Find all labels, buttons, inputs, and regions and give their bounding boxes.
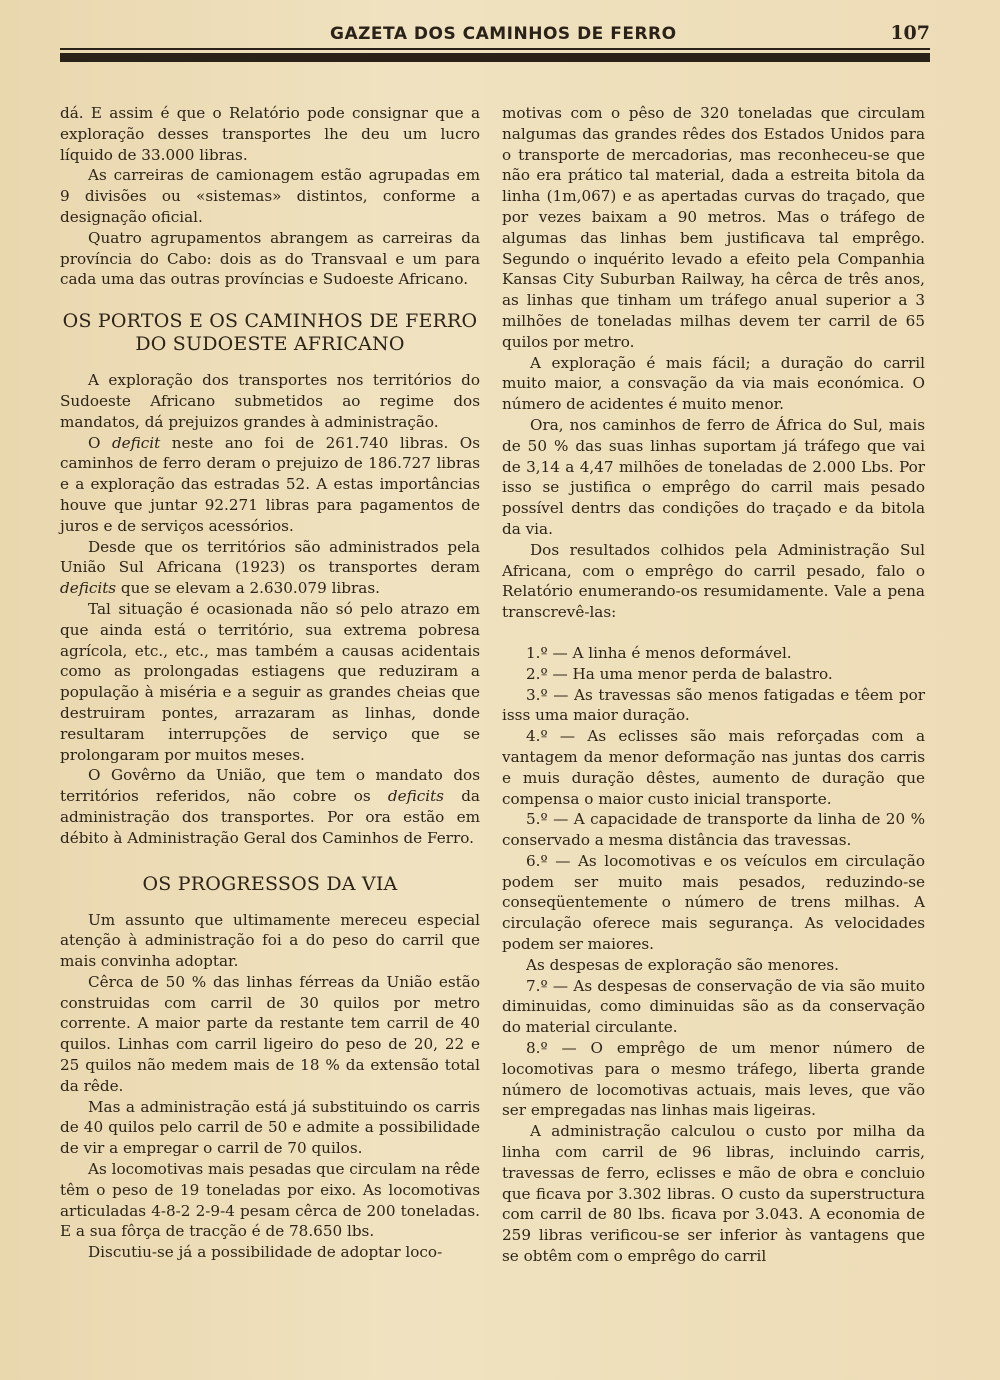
header-rule-thick: [60, 53, 930, 62]
page-number: 107: [890, 22, 930, 44]
emphasis: deficit: [111, 433, 161, 452]
text-run: Desde que os territórios são administrados pela União Sul Africana (1923) os transportes deram: [60, 537, 480, 577]
paragraph: Quatro agrupamentos abrangem as carreiras da província do Cabo: dois as do Transvaal e um para cada uma das outras províncias e Sudoeste Africano.: [60, 228, 480, 289]
header-rule-thin: [60, 48, 930, 50]
text-run: O Govêrno da União, que tem o mandato dos territórios referidos, não cobre os: [60, 766, 480, 806]
paragraph: As carreiras de camionagem estão agrupadas em 9 divisões ou «sistemas» distintos, conforme a designação oficial.: [60, 166, 480, 226]
paragraph: Dos resultados colhidos pela Administração Sul Africana, com o emprêgo do carril pesado, falo o Relatório enumerando-os resumidamente. Vale a pena transcrevê-las:: [502, 540, 925, 622]
text-run: que se elevam a 2.630.079 libras.: [116, 579, 380, 598]
list-item: 1.º — A linha é menos deformável.: [526, 643, 792, 662]
text-run: neste ano foi de 261.740 libras. Os caminhos de ferro deram o prejuizo de 186.727 libras e a exploração das estradas 52. A estas importâncias houve que juntar 92.271 libras para pagamentos de juros e de serviços acessórios.: [60, 433, 480, 535]
paragraph: [60, 433, 480, 537]
emphasis: deficits: [387, 787, 444, 806]
journal-title: GAZETA DOS CAMINHOS DE FERRO: [330, 24, 677, 44]
paragraph: A exploração dos transportes nos territórios do Sudoeste Africano submetidos ao regime dos mandatos, dá prejuizos grandes à administração.: [60, 371, 480, 431]
left-column: [60, 103, 480, 1263]
paragraph: [60, 765, 480, 848]
list-item: 8.º — O emprêgo de um menor número de locomotivas para o mesmo tráfego, liberta grande número de locomotivas actuais, mais leves, que vão ser empregadas nas linhas mais ligeiras.: [502, 1039, 925, 1120]
list-item: 6.º — As locomotivas e os veículos em circulação podem ser muito mais pesados, reduzindo-se conseqüentemente o número de trens milhas. A circulação oferece mais segurança. As velocidades podem ser maiores.: [502, 851, 925, 954]
list-item: 3.º — As travessas são menos fatigadas e têem por isss uma maior duração.: [502, 685, 925, 725]
list-item: 5.º — A capacidade de transporte da linha de 20 % conservado a mesma distância das travessas.: [502, 810, 925, 850]
list-item: 2.º — Ha uma menor perda de balastro.: [526, 664, 833, 683]
text-run: O: [88, 433, 112, 452]
paragraph: Discutiu-se já a possibilidade de adoptar loco-: [88, 1243, 443, 1262]
section-heading: OS PROGRESSOS DA VIA: [142, 872, 398, 895]
emphasis: deficits: [60, 579, 117, 598]
paragraph: motivas com o pêso de 320 toneladas que circulam nalgumas das grandes rêdes dos Estados Unidos para o transporte de mercadorias, mas reconheceu-se que não era prático tal material, dada a estreita bitola da linha (1m,067) e as apertadas curvas do traçado, que por vezes baixam a 90 metros. Mas o tráfego de algumas das linhas bem justificava tal emprêgo. Segundo o inquérito levado a efeito pela Companhia Kansas City Suburban Railway, ha cêrca de três anos, as linhas que tinham um tráfego anual superior a 3 milhões de toneladas milhas devem ter carril de 65 quilos por metro.: [502, 104, 925, 351]
text-run: da administração dos transportes. Por ora estão em débito à Administração Geral dos Caminhos de Ferro.: [60, 787, 480, 847]
paragraph: Mas a administração está já substituindo os carris de 40 quilos pelo carril de 50 e admite a possibilidade de vir a empregar o carril de 70 quilos.: [60, 1097, 480, 1158]
paragraph: As locomotivas mais pesadas que circulam na rêde têm o peso de 19 toneladas por eixo. As locomotivas articuladas 4-8-2 2-9-4 pesam cêrca de 200 toneladas. E a sua fôrça de tracção é de 78.650 lbs.: [60, 1160, 480, 1241]
section-heading-line: OS PORTOS E OS CAMINHOS DE FERRO: [62, 310, 478, 333]
list-item: 7.º — As despesas de conservação de via são muito diminuidas, como diminuidas são as da conservação do material circulante.: [502, 976, 925, 1037]
section-heading-line: DO SUDOESTE AFRICANO: [135, 333, 405, 356]
paragraph: A administração calculou o custo por milha da linha com carril de 96 libras, incluindo carris, travessas de ferro, eclisses e mão de obra e concluio que ficava por 3.302 libras. O custo da superstructura com carril de 80 lbs. ficava por 3.043. A economia de 259 libras verificou-se ser inferior às vantagens que se obtêm com o emprêgo do carril: [502, 1122, 925, 1266]
spacer: [502, 623, 925, 643]
paragraph: A exploração é mais fácil; a duração do carril muito maior, a consvação da via mais económica. O número de acidentes é muito menor.: [502, 353, 925, 414]
section-heading: [60, 310, 480, 356]
paragraph: Um assunto que ultimamente mereceu especial atenção à administração foi a do peso do carril que mais convinha adoptar.: [60, 910, 480, 971]
paragraph: Cêrca de 50 % das linhas férreas da União estão construidas com carril de 30 quilos por metro corrente. A maior parte da restante tem carril de 40 quilos. Linhas com carril ligeiro do peso de 20, 22 e 25 quilos não medem mais de 18 % da extensão total da rêde.: [60, 972, 480, 1095]
paragraph: [60, 537, 480, 599]
paragraph: dá. E assim é que o Relatório pode consignar que a exploração desses transportes lhe deu um lucro líquido de 33.000 libras.: [60, 104, 480, 164]
list-item: 4.º — As eclisses são mais reforçadas com a vantagem da menor deformação nas juntas dos carris e muis duração dêstes, aumento de duração que compensa o maior custo inicial transporte.: [502, 727, 925, 808]
right-column: [502, 103, 925, 1267]
paragraph: Ora, nos caminhos de ferro de África do Sul, mais de 50 % das suas linhas suportam já tráfego que vai de 3,14 a 4,47 milhões de toneladas de 2.000 Lbs. Por isso se justifica o emprêgo do carril mais pesado possível dentrs das condições do traçado e da bitola da via.: [502, 415, 925, 538]
running-header: [60, 22, 930, 48]
list-item: As despesas de exploração são menores.: [526, 955, 839, 974]
paragraph: Tal situação é ocasionada não só pelo atrazo em que ainda está o território, sua extrema pobresa agrícola, etc., etc., mas também a causas acidentais como as prolongadas estiagens que reduziram a população à miséria e a seguir as grandes cheias que destruiram pontes, arrazaram as linhas, donde resultaram interrupções de serviço que se prolongaram por muitos meses.: [60, 599, 480, 764]
